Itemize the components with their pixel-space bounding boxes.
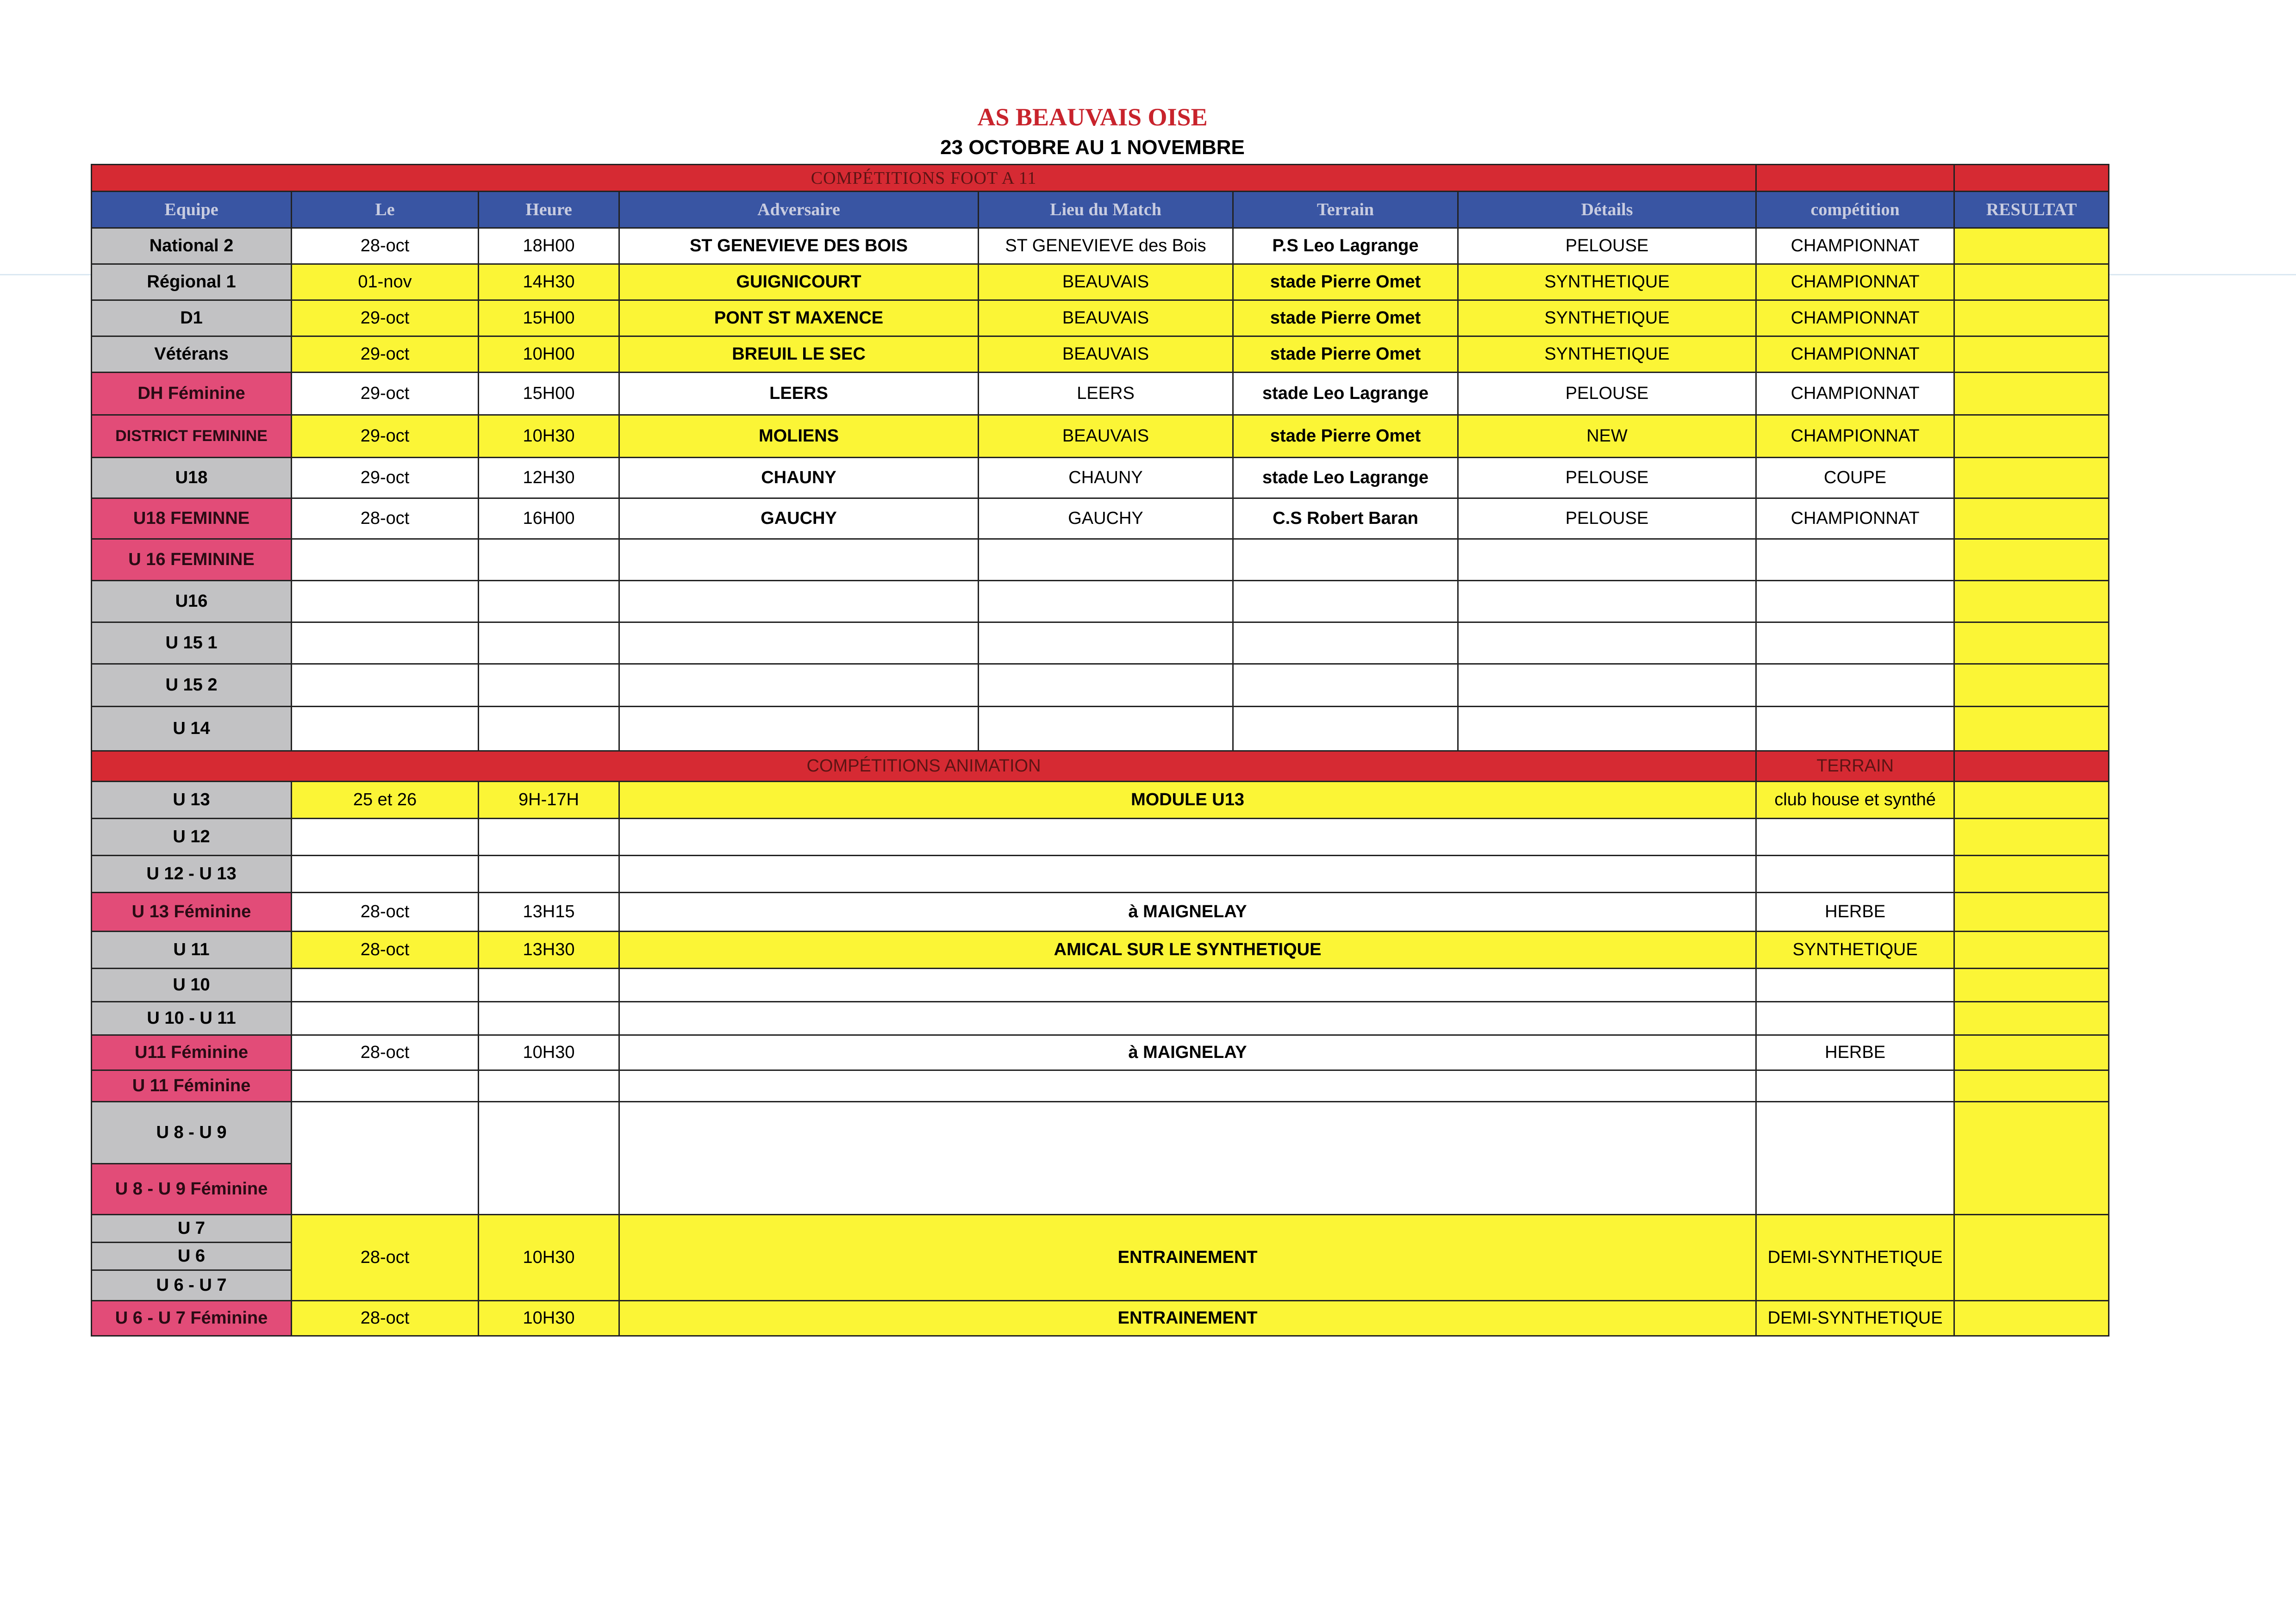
- event-cell: [619, 856, 1756, 893]
- table-row: [92, 782, 2109, 819]
- place-cell: LEERS: [979, 373, 1233, 415]
- team-cell: U11 Féminine: [92, 1035, 292, 1070]
- date-cell: [292, 622, 479, 664]
- team-cell: National 2: [92, 228, 292, 264]
- club-title: AS BEAUVAIS OISE: [977, 103, 1208, 131]
- details-cell: PELOUSE: [1458, 228, 1756, 264]
- col-header-heure: Heure: [479, 192, 619, 228]
- terrain-cell: [1756, 819, 1954, 856]
- event-cell: [619, 819, 1756, 856]
- field-cell: [1233, 581, 1458, 622]
- result-cell[interactable]: [1954, 1035, 2109, 1070]
- field-cell: [1233, 707, 1458, 751]
- place-cell: ST GENEVIEVE des Bois: [979, 228, 1233, 264]
- time-cell: 10H00: [479, 336, 619, 373]
- table-row: [92, 458, 2109, 498]
- time-cell: [479, 1002, 619, 1035]
- opponent-cell: PONT ST MAXENCE: [619, 300, 979, 336]
- date-cell: 28-oct: [292, 893, 479, 932]
- column-header-row: [92, 192, 2109, 228]
- date-cell: [292, 707, 479, 751]
- details-cell: PELOUSE: [1458, 373, 1756, 415]
- table-row: [92, 264, 2109, 300]
- field-cell: C.S Robert Baran: [1233, 498, 1458, 539]
- result-cell[interactable]: [1954, 819, 2109, 856]
- terrain-cell: HERBE: [1756, 893, 1954, 932]
- details-cell: SYNTHETIQUE: [1458, 264, 1756, 300]
- foot11-band-row: [92, 165, 2109, 192]
- place-cell: GAUCHY: [979, 498, 1233, 539]
- date-cell: [292, 856, 479, 893]
- time-cell: 18H00: [479, 228, 619, 264]
- competition-cell: [1756, 707, 1954, 751]
- col-header-adversaire: Adversaire: [619, 192, 979, 228]
- col-header-resultat: RESULTAT: [1954, 192, 2109, 228]
- field-cell: stade Leo Lagrange: [1233, 373, 1458, 415]
- field-cell: [1233, 664, 1458, 707]
- date-cell: [292, 1070, 479, 1102]
- table-row: [92, 707, 2109, 751]
- col-header-terrain: Terrain: [1233, 192, 1458, 228]
- table-row: [92, 893, 2109, 932]
- result-cell[interactable]: [1954, 932, 2109, 969]
- date-cell: 28-oct: [292, 1301, 479, 1336]
- place-cell: [979, 622, 1233, 664]
- details-cell: PELOUSE: [1458, 458, 1756, 498]
- date-cell: 29-oct: [292, 300, 479, 336]
- result-cell[interactable]: [1954, 373, 2109, 415]
- details-cell: PELOUSE: [1458, 498, 1756, 539]
- place-cell: [979, 664, 1233, 707]
- team-cell: U 8 - U 9 Féminine: [92, 1164, 292, 1215]
- team-cell: U 6: [92, 1243, 292, 1270]
- date-cell: 29-oct: [292, 415, 479, 458]
- table-row: [92, 539, 2109, 581]
- opponent-cell: GUIGNICOURT: [619, 264, 979, 300]
- date-cell: 28-oct: [292, 228, 479, 264]
- terrain-cell: DEMI-SYNTHETIQUE: [1756, 1301, 1954, 1336]
- result-cell[interactable]: [1954, 1070, 2109, 1102]
- opponent-cell: [619, 707, 979, 751]
- field-cell: stade Pierre Omet: [1233, 415, 1458, 458]
- competition-cell: CHAMPIONNAT: [1756, 264, 1954, 300]
- date-cell: 28-oct: [292, 1035, 479, 1070]
- details-cell: NEW: [1458, 415, 1756, 458]
- time-cell: [479, 819, 619, 856]
- date-cell: [292, 581, 479, 622]
- team-cell: U 11 Féminine: [92, 1070, 292, 1102]
- event-cell: ENTRAINEMENT: [619, 1301, 1756, 1336]
- date-cell: 29-oct: [292, 458, 479, 498]
- place-cell: CHAUNY: [979, 458, 1233, 498]
- details-cell: [1458, 622, 1756, 664]
- table-row: [92, 1102, 2109, 1164]
- team-cell: U 6 - U 7: [92, 1270, 292, 1301]
- team-cell: U18 FEMINNE: [92, 498, 292, 539]
- team-cell: U 10: [92, 969, 292, 1002]
- opponent-cell: CHAUNY: [619, 458, 979, 498]
- competition-cell: CHAMPIONNAT: [1756, 415, 1954, 458]
- terrain-cell: [1756, 1002, 1954, 1035]
- band-filler: [1954, 751, 2109, 782]
- field-cell: stade Pierre Omet: [1233, 336, 1458, 373]
- col-header-le: Le: [292, 192, 479, 228]
- table-row: [92, 336, 2109, 373]
- result-cell[interactable]: [1954, 1002, 2109, 1035]
- field-cell: [1233, 622, 1458, 664]
- opponent-cell: MOLIENS: [619, 415, 979, 458]
- time-cell: 16H00: [479, 498, 619, 539]
- details-cell: [1458, 707, 1756, 751]
- time-cell: [479, 707, 619, 751]
- result-cell[interactable]: [1954, 969, 2109, 1002]
- competition-cell: CHAMPIONNAT: [1756, 300, 1954, 336]
- team-cell: Régional 1: [92, 264, 292, 300]
- result-cell[interactable]: [1954, 1102, 2109, 1215]
- time-cell: [479, 622, 619, 664]
- details-cell: [1458, 539, 1756, 581]
- date-cell: [292, 969, 479, 1002]
- result-cell[interactable]: [1954, 893, 2109, 932]
- date-cell: [292, 664, 479, 707]
- field-cell: [1233, 539, 1458, 581]
- section-title-foot11: COMPÉTITIONS FOOT A 11: [92, 165, 1756, 192]
- team-cell: U 13: [92, 782, 292, 819]
- event-cell: à MAIGNELAY: [619, 893, 1756, 932]
- table-row: [92, 969, 2109, 1002]
- team-cell: U 16 FEMININE: [92, 539, 292, 581]
- time-cell: 14H30: [479, 264, 619, 300]
- time-cell: 9H-17H: [479, 782, 619, 819]
- place-cell: BEAUVAIS: [979, 264, 1233, 300]
- time-cell: [479, 1070, 619, 1102]
- band-filler: [1756, 165, 1954, 192]
- team-cell: U 13 Féminine: [92, 893, 292, 932]
- team-cell: D1: [92, 300, 292, 336]
- result-cell[interactable]: [1954, 415, 2109, 458]
- col-header-competition: compétition: [1756, 192, 1954, 228]
- team-cell: DH Féminine: [92, 373, 292, 415]
- table-row: [92, 856, 2109, 893]
- team-cell: U 7: [92, 1215, 292, 1243]
- time-cell: 10H30: [479, 1215, 619, 1301]
- team-cell: U 6 - U 7 Féminine: [92, 1301, 292, 1336]
- result-cell[interactable]: [1954, 1301, 2109, 1336]
- table-row: [92, 581, 2109, 622]
- table-row: [92, 228, 2109, 264]
- date-cell: 28-oct: [292, 498, 479, 539]
- field-cell: stade Pierre Omet: [1233, 264, 1458, 300]
- terrain-cell: [1756, 1070, 1954, 1102]
- date-cell: [292, 539, 479, 581]
- place-cell: [979, 539, 1233, 581]
- competition-cell: CHAMPIONNAT: [1756, 336, 1954, 373]
- opponent-cell: [619, 622, 979, 664]
- table-row: [92, 1301, 2109, 1336]
- terrain-cell: SYNTHETIQUE: [1756, 932, 1954, 969]
- section-title-animation: COMPÉTITIONS ANIMATION: [92, 751, 1756, 782]
- table-row: [92, 622, 2109, 664]
- table-row: [92, 415, 2109, 458]
- terrain-cell: [1756, 1102, 1954, 1215]
- result-cell[interactable]: [1954, 539, 2109, 581]
- result-cell[interactable]: [1954, 264, 2109, 300]
- table-row: [92, 664, 2109, 707]
- band-filler: [1954, 165, 2109, 192]
- opponent-cell: BREUIL LE SEC: [619, 336, 979, 373]
- competition-cell: CHAMPIONNAT: [1756, 228, 1954, 264]
- event-cell: [619, 1002, 1756, 1035]
- result-cell[interactable]: [1954, 782, 2109, 819]
- event-cell: [619, 1102, 1756, 1215]
- date-cell: 28-oct: [292, 932, 479, 969]
- animation-band-row: [92, 751, 2109, 782]
- date-cell: 28-oct: [292, 1215, 479, 1301]
- event-cell: ENTRAINEMENT: [619, 1215, 1756, 1301]
- result-cell[interactable]: [1954, 622, 2109, 664]
- table-row: [92, 1215, 2109, 1243]
- result-cell[interactable]: [1954, 498, 2109, 539]
- team-cell: U 8 - U 9: [92, 1102, 292, 1164]
- place-cell: BEAUVAIS: [979, 300, 1233, 336]
- terrain-cell: [1756, 856, 1954, 893]
- result-cell[interactable]: [1954, 856, 2109, 893]
- time-cell: 13H15: [479, 893, 619, 932]
- col-header-details: Détails: [1458, 192, 1756, 228]
- competition-cell: [1756, 581, 1954, 622]
- place-cell: BEAUVAIS: [979, 415, 1233, 458]
- place-cell: [979, 707, 1233, 751]
- terrain-cell: club house et synthé: [1756, 782, 1954, 819]
- competition-cell: [1756, 539, 1954, 581]
- time-cell: [479, 539, 619, 581]
- opponent-cell: [619, 664, 979, 707]
- team-cell: U 12: [92, 819, 292, 856]
- opponent-cell: [619, 581, 979, 622]
- competition-cell: [1756, 664, 1954, 707]
- table-row: [92, 932, 2109, 969]
- terrain-cell: DEMI-SYNTHETIQUE: [1756, 1215, 1954, 1301]
- competition-cell: CHAMPIONNAT: [1756, 373, 1954, 415]
- event-cell: [619, 969, 1756, 1002]
- team-cell: DISTRICT FEMININE: [92, 415, 292, 458]
- result-cell[interactable]: [1954, 1215, 2109, 1301]
- col-header-lieu: Lieu du Match: [979, 192, 1233, 228]
- time-cell: [479, 969, 619, 1002]
- event-cell: AMICAL SUR LE SYNTHETIQUE: [619, 932, 1756, 969]
- field-cell: P.S Leo Lagrange: [1233, 228, 1458, 264]
- team-cell: U 14: [92, 707, 292, 751]
- terrain-cell: HERBE: [1756, 1035, 1954, 1070]
- time-cell: [479, 664, 619, 707]
- period-title: 23 OCTOBRE AU 1 NOVEMBRE: [940, 136, 1245, 159]
- table-row: [92, 300, 2109, 336]
- table-row: [92, 1002, 2109, 1035]
- table-row: [92, 1035, 2109, 1070]
- time-cell: 10H30: [479, 1035, 619, 1070]
- date-cell: 29-oct: [292, 373, 479, 415]
- team-cell: Vétérans: [92, 336, 292, 373]
- schedule-table: [91, 164, 2109, 1337]
- result-cell[interactable]: [1954, 581, 2109, 622]
- date-cell: 25 et 26: [292, 782, 479, 819]
- details-cell: [1458, 664, 1756, 707]
- team-cell: U 10 - U 11: [92, 1002, 292, 1035]
- time-cell: 15H00: [479, 373, 619, 415]
- details-cell: SYNTHETIQUE: [1458, 300, 1756, 336]
- time-cell: 13H30: [479, 932, 619, 969]
- team-cell: U 12 - U 13: [92, 856, 292, 893]
- event-cell: à MAIGNELAY: [619, 1035, 1756, 1070]
- place-cell: BEAUVAIS: [979, 336, 1233, 373]
- team-cell: U 11: [92, 932, 292, 969]
- event-cell: MODULE U13: [619, 782, 1756, 819]
- team-cell: U18: [92, 458, 292, 498]
- date-cell: [292, 1102, 479, 1215]
- result-cell[interactable]: [1954, 228, 2109, 264]
- result-cell[interactable]: [1954, 458, 2109, 498]
- details-cell: [1458, 581, 1756, 622]
- col-header-equipe: Equipe: [92, 192, 292, 228]
- time-cell: 12H30: [479, 458, 619, 498]
- table-row: [92, 819, 2109, 856]
- table-row: [92, 498, 2109, 539]
- time-cell: [479, 1102, 619, 1215]
- time-cell: [479, 856, 619, 893]
- time-cell: [479, 581, 619, 622]
- date-cell: 01-nov: [292, 264, 479, 300]
- date-cell: [292, 1002, 479, 1035]
- opponent-cell: [619, 539, 979, 581]
- field-cell: stade Pierre Omet: [1233, 300, 1458, 336]
- field-cell: stade Leo Lagrange: [1233, 458, 1458, 498]
- competition-cell: COUPE: [1756, 458, 1954, 498]
- result-cell[interactable]: [1954, 664, 2109, 707]
- team-cell: U 15 1: [92, 622, 292, 664]
- time-cell: 10H30: [479, 415, 619, 458]
- time-cell: 15H00: [479, 300, 619, 336]
- event-cell: [619, 1070, 1756, 1102]
- result-cell[interactable]: [1954, 707, 2109, 751]
- details-cell: SYNTHETIQUE: [1458, 336, 1756, 373]
- team-cell: U 15 2: [92, 664, 292, 707]
- date-cell: 29-oct: [292, 336, 479, 373]
- terrain-cell: [1756, 969, 1954, 1002]
- team-cell: U16: [92, 581, 292, 622]
- opponent-cell: LEERS: [619, 373, 979, 415]
- opponent-cell: ST GENEVIEVE DES BOIS: [619, 228, 979, 264]
- place-cell: [979, 581, 1233, 622]
- competition-cell: [1756, 622, 1954, 664]
- result-cell[interactable]: [1954, 336, 2109, 373]
- result-cell[interactable]: [1954, 300, 2109, 336]
- table-row: [92, 1070, 2109, 1102]
- time-cell: 10H30: [479, 1301, 619, 1336]
- table-row: [92, 373, 2109, 415]
- opponent-cell: GAUCHY: [619, 498, 979, 539]
- terrain-label: TERRAIN: [1756, 751, 1954, 782]
- date-cell: [292, 819, 479, 856]
- competition-cell: CHAMPIONNAT: [1756, 498, 1954, 539]
